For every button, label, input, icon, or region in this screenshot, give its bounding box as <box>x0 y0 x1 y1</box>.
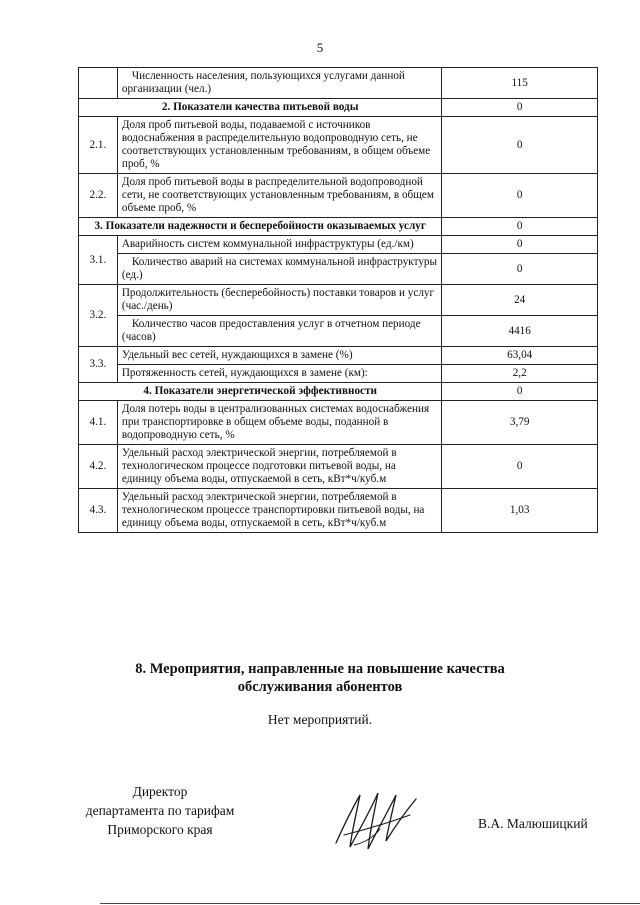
page-number: 5 <box>316 40 324 55</box>
indicator-number: 4.1. <box>79 401 118 445</box>
section-value: 0 <box>442 99 598 117</box>
indicator-number: 4.3. <box>79 489 118 533</box>
indicator-row <box>79 174 598 218</box>
bottom-rule <box>100 903 640 904</box>
indicator-row <box>79 236 598 254</box>
section-8-heading-line-2: обслуживания абонентов <box>237 679 403 695</box>
indicator-number: 3.2. <box>79 285 118 347</box>
indicator-row <box>79 365 598 383</box>
indicator-row <box>79 489 598 533</box>
signatory-name: В.А. Малюшицкий <box>478 816 588 831</box>
section-row <box>79 383 598 401</box>
section-8-heading-line-1: 8. Мероприятия, направленные на повышение качества <box>135 661 505 677</box>
section-title: 4. Показатели энергетической эффективности <box>79 383 442 401</box>
section-value: 0 <box>442 218 598 236</box>
indicator-row <box>79 117 598 174</box>
indicator-description: Доля проб питьевой воды в распределительной водопроводной сети, не соответствующих установленным требованиям, в общем объеме проб, % <box>117 174 442 218</box>
section-title: 3. Показатели надежности и бесперебойности оказываемых услуг <box>79 218 442 236</box>
indicator-description: Удельный расход электрической энергии, потребляемой в технологическом процессе транспортировки питьевой воды, на единицу объема воды, отпускаемой в сеть, кВт*ч/куб.м <box>117 489 442 533</box>
signatory-position <box>60 782 260 839</box>
indicator-row <box>79 68 598 99</box>
handwritten-signature <box>330 785 420 855</box>
indicator-value: 63,04 <box>442 347 598 365</box>
indicator-description: Аварийность систем коммунальной инфраструктуры (ед./км) <box>117 236 442 254</box>
indicator-description: Количество часов предоставления услуг в отчетном периоде (часов) <box>117 316 442 347</box>
indicator-description: Продолжительность (бесперебойность) поставки товаров и услуг (час./день) <box>117 285 442 316</box>
indicator-row <box>79 285 598 316</box>
indicator-description: Удельный расход электрической энергии, потребляемой в технологическом процессе подготовки питьевой воды, на единицу объема воды, отпускаемой в сеть, кВт*ч/куб.м <box>117 445 442 489</box>
indicator-description: Численность населения, пользующихся услугами данной организации (чел.) <box>117 68 442 99</box>
indicator-value: 4416 <box>442 316 598 347</box>
indicator-description: Удельный вес сетей, нуждающихся в замене (%) <box>117 347 442 365</box>
indicator-description: Протяженность сетей, нуждающихся в замене (км): <box>117 365 442 383</box>
indicator-value: 2,2 <box>442 365 598 383</box>
indicator-number <box>79 68 118 99</box>
section-row <box>79 99 598 117</box>
section-row <box>79 218 598 236</box>
indicator-number: 3.1. <box>79 236 118 285</box>
signatory-position-line-2: департамента по тарифам <box>85 803 235 818</box>
indicator-description: Количество аварий на системах коммунальной инфраструктуры (ед.) <box>117 254 442 285</box>
indicator-number: 2.2. <box>79 174 118 218</box>
indicator-value: 0 <box>442 174 598 218</box>
indicator-value: 0 <box>442 236 598 254</box>
indicator-number: 2.1. <box>79 117 118 174</box>
indicator-description: Доля потерь воды в централизованных системах водоснабжения при транспортировке в общем объеме воды, поданной в водопроводную сеть, % <box>117 401 442 445</box>
signatory-position-line-1: Директор <box>132 784 188 799</box>
indicator-description: Доля проб питьевой воды, подаваемой с источников водоснабжения в распределительную водопроводную сеть, не соответствующих установленным требованиям, в общем объеме проб, % <box>117 117 442 174</box>
indicator-value: 3,79 <box>442 401 598 445</box>
indicator-value: 24 <box>442 285 598 316</box>
indicator-value: 0 <box>442 445 598 489</box>
indicators-table-body <box>79 68 598 533</box>
indicator-row <box>79 445 598 489</box>
section-8-heading <box>0 660 640 696</box>
indicator-row <box>79 254 598 285</box>
indicator-row <box>79 316 598 347</box>
indicator-row <box>79 347 598 365</box>
indicator-row <box>79 401 598 445</box>
indicator-value: 0 <box>442 254 598 285</box>
indicator-number: 3.3. <box>79 347 118 383</box>
indicator-value: 115 <box>442 68 598 99</box>
indicator-value: 1,03 <box>442 489 598 533</box>
section-8-body: Нет мероприятий. <box>267 712 373 727</box>
section-title: 2. Показатели качества питьевой воды <box>79 99 442 117</box>
signatory-position-line-3: Приморского края <box>107 822 213 837</box>
indicator-value: 0 <box>442 117 598 174</box>
indicator-number: 4.2. <box>79 445 118 489</box>
indicators-table <box>78 67 598 533</box>
section-value: 0 <box>442 383 598 401</box>
